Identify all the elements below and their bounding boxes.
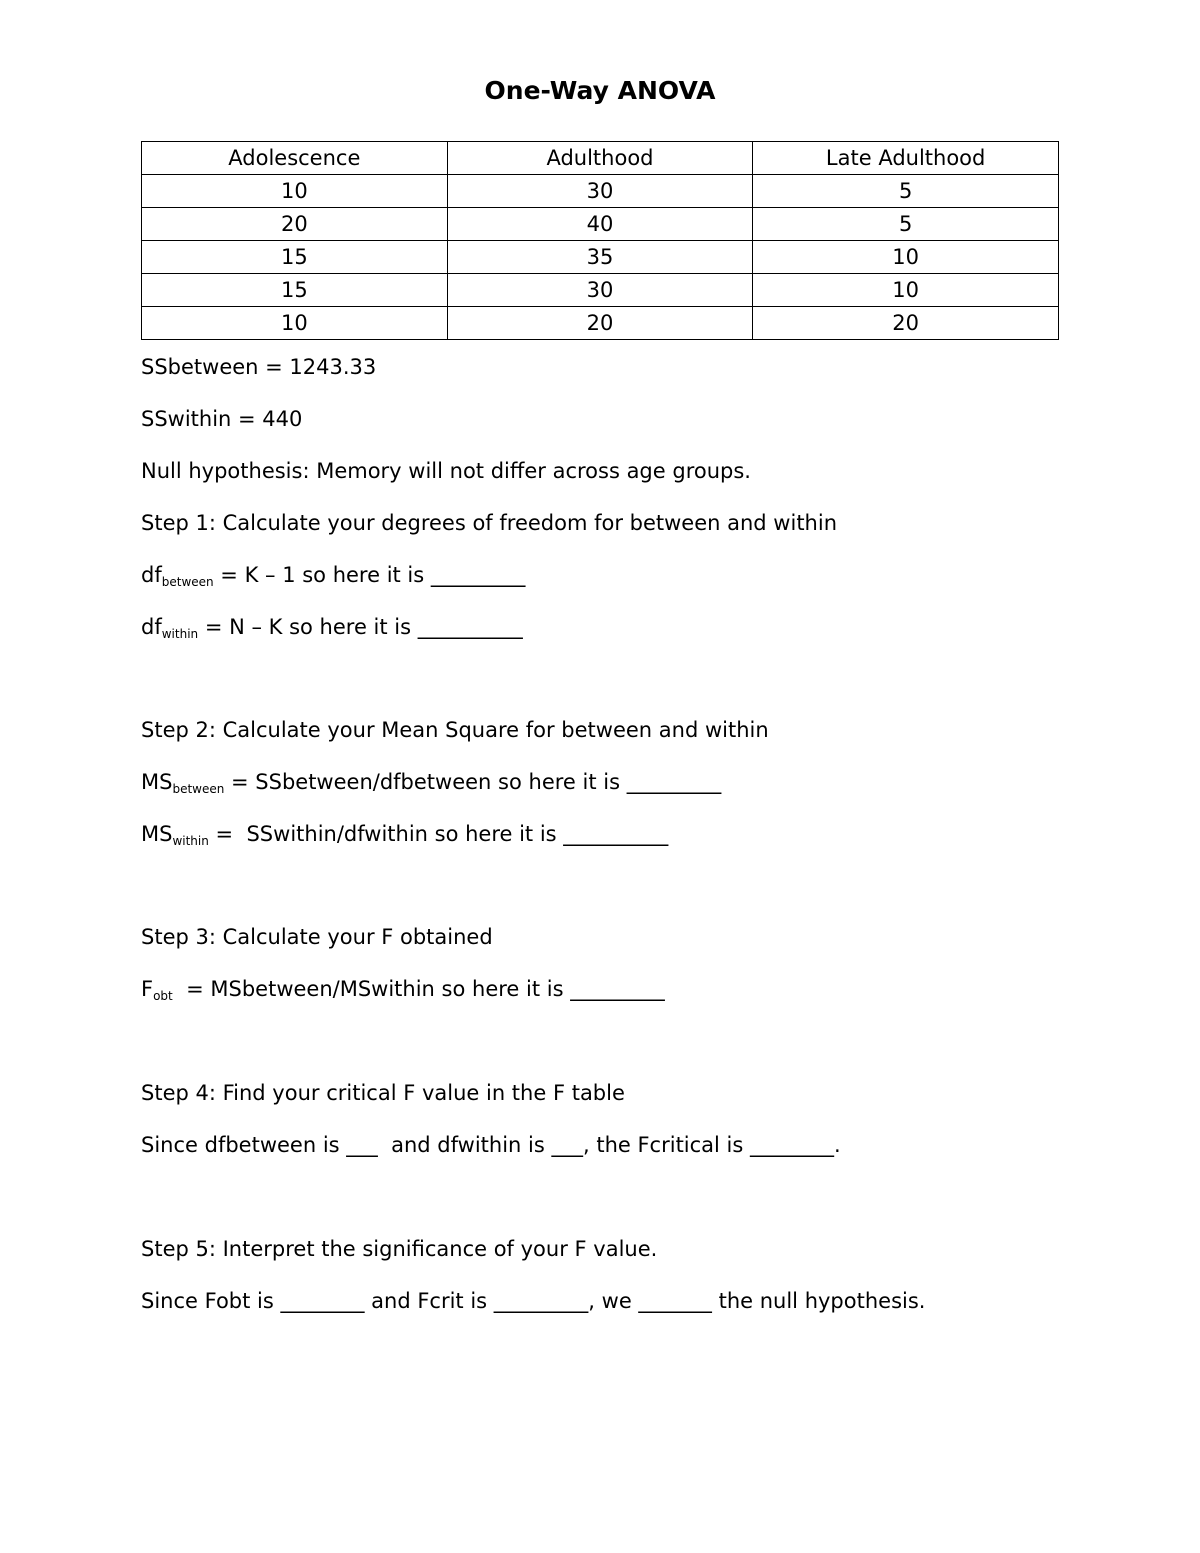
table-cell: 15 <box>142 241 448 274</box>
table-cell: 10 <box>753 274 1059 307</box>
ms-between-line <box>141 768 721 796</box>
table-cell: 35 <box>447 241 753 274</box>
ms-within-symbol: MS <box>141 822 173 846</box>
step2-heading: Step 2: Calculate your Mean Square for between and within <box>141 718 769 742</box>
table-row <box>142 307 1059 340</box>
table-row <box>142 274 1059 307</box>
step1-heading: Step 1: Calculate your degrees of freedom for between and within <box>141 511 838 535</box>
table-cell: 40 <box>447 208 753 241</box>
table-cell: 15 <box>142 274 448 307</box>
table-header-row <box>142 142 1059 175</box>
table-cell: 20 <box>142 208 448 241</box>
df-between-text: = K – 1 so here it is _________ <box>213 563 526 587</box>
df-within-text: = N – K so here it is __________ <box>198 615 523 639</box>
column-header: Adolescence <box>142 142 448 175</box>
null-hypothesis-line: Null hypothesis: Memory will not differ across age groups. <box>141 459 751 483</box>
table-row <box>142 241 1059 274</box>
ss-between-line: SSbetween = 1243.33 <box>141 355 377 379</box>
column-header: Adulthood <box>447 142 753 175</box>
df-between-line <box>141 561 525 589</box>
df-between-symbol: df <box>141 563 162 587</box>
df-between-subscript: between <box>161 575 214 589</box>
table-cell: 30 <box>447 175 753 208</box>
step5-heading: Step 5: Interpret the significance of your F value. <box>141 1237 658 1261</box>
f-obt-subscript: obt <box>153 989 173 1003</box>
df-within-symbol: df <box>141 615 162 639</box>
table-cell: 5 <box>753 208 1059 241</box>
df-within-subscript: within <box>161 627 199 641</box>
ms-between-subscript: between <box>172 782 225 796</box>
table-row <box>142 208 1059 241</box>
table-cell: 20 <box>753 307 1059 340</box>
ms-between-symbol: MS <box>141 770 173 794</box>
table-cell: 30 <box>447 274 753 307</box>
table-cell: 20 <box>447 307 753 340</box>
column-header: Late Adulthood <box>753 142 1059 175</box>
table-cell: 10 <box>142 175 448 208</box>
table-row <box>142 175 1059 208</box>
table-cell: 5 <box>753 175 1059 208</box>
ss-within-line: SSwithin = 440 <box>141 407 303 431</box>
df-within-line <box>141 613 523 641</box>
step4-heading: Step 4: Find your critical F value in the F table <box>141 1081 625 1105</box>
f-obt-line <box>141 975 665 1003</box>
page-title: One-Way ANOVA <box>484 76 716 105</box>
table-cell: 10 <box>142 307 448 340</box>
step3-heading: Step 3: Calculate your F obtained <box>141 925 493 949</box>
ms-within-text: = SSwithin/dfwithin so here it is __________ <box>208 822 669 846</box>
table-cell: 10 <box>753 241 1059 274</box>
ms-within-line <box>141 820 668 848</box>
data-table <box>141 141 1059 340</box>
ms-within-subscript: within <box>172 834 209 848</box>
step4-text: Since dfbetween is ___ and dfwithin is ___, the Fcritical is ________. <box>141 1133 841 1157</box>
f-obt-symbol: F <box>141 977 154 1001</box>
step5-text: Since Fobt is ________ and Fcrit is _________, we _______ the null hypothesis. <box>141 1289 926 1313</box>
ms-between-text: = SSbetween/dfbetween so here it is _________ <box>224 770 722 794</box>
f-obt-text: = MSbetween/MSwithin so here it is _________ <box>172 977 665 1001</box>
